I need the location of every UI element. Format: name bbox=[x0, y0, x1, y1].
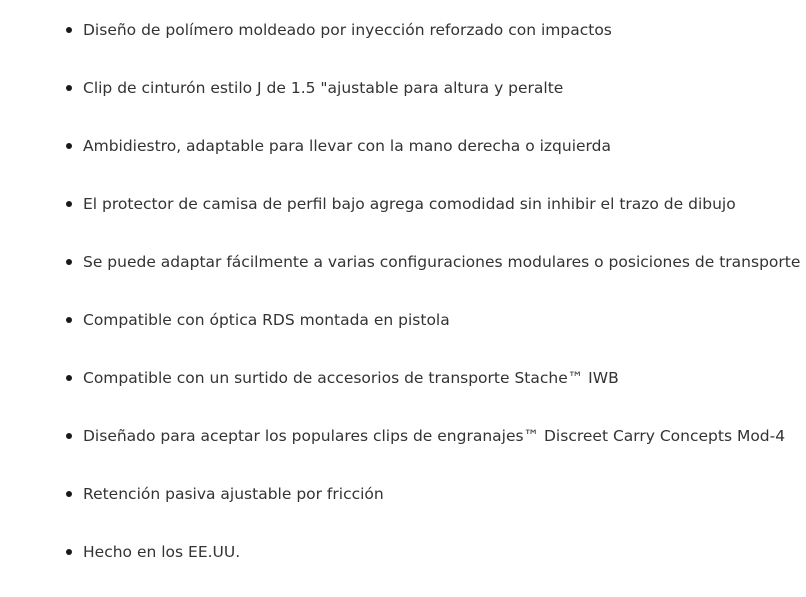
list-item bbox=[66, 539, 802, 597]
list-item-text: Se puede adaptar fácilmente a varias configuraciones modulares o posiciones de transporte bbox=[83, 253, 801, 271]
bullet-icon bbox=[66, 85, 72, 91]
list-item-text: El protector de camisa de perfil bajo agrega comodidad sin inhibir el trazo de dibujo bbox=[83, 195, 736, 213]
list-item bbox=[66, 17, 802, 75]
list-item-text: Ambidiestro, adaptable para llevar con la mano derecha o izquierda bbox=[83, 137, 611, 155]
bullet-icon bbox=[66, 317, 72, 323]
list-item-text: Retención pasiva ajustable por fricción bbox=[83, 485, 384, 503]
list-item bbox=[66, 423, 802, 481]
list-item bbox=[66, 307, 802, 365]
list-item bbox=[66, 365, 802, 423]
list-item-text: Clip de cinturón estilo J de 1.5 "ajustable para altura y peralte bbox=[83, 79, 564, 97]
list-item bbox=[66, 75, 802, 133]
bullet-icon bbox=[66, 143, 72, 149]
list-item bbox=[66, 133, 802, 191]
feature-list bbox=[66, 17, 802, 597]
list-item-text: Hecho en los EE.UU. bbox=[83, 543, 241, 561]
bullet-icon bbox=[66, 491, 72, 497]
bullet-icon bbox=[66, 549, 72, 555]
list-item-text: Diseñado para aceptar los populares clips de engranajes™ Discreet Carry Concepts Mod-4 bbox=[83, 427, 786, 445]
list-item-text: Compatible con un surtido de accesorios de transporte Stache™ IWB bbox=[83, 369, 619, 387]
list-item-text: Diseño de polímero moldeado por inyección reforzado con impactos bbox=[83, 21, 612, 39]
bullet-icon bbox=[66, 433, 72, 439]
bullet-icon bbox=[66, 259, 72, 265]
list-item-text: Compatible con óptica RDS montada en pistola bbox=[83, 311, 450, 329]
bullet-icon bbox=[66, 375, 72, 381]
list-item bbox=[66, 249, 802, 307]
bullet-icon bbox=[66, 27, 72, 33]
bullet-icon bbox=[66, 201, 72, 207]
list-item bbox=[66, 191, 802, 249]
list-item bbox=[66, 481, 802, 539]
